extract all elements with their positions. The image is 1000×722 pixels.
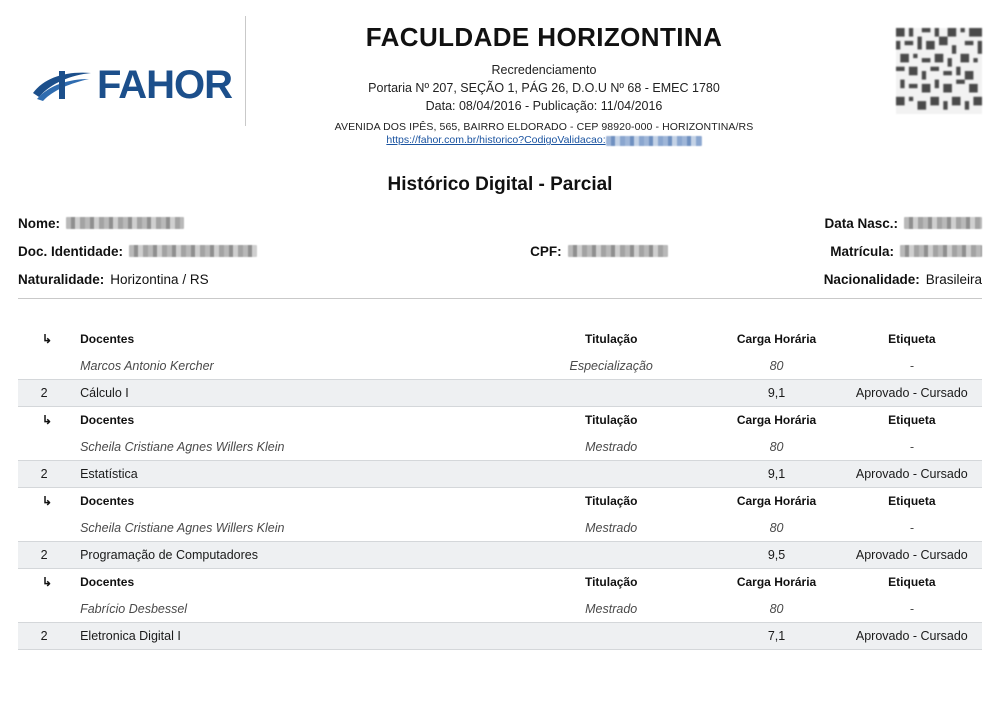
table-row xyxy=(18,541,982,568)
subheader-docentes: Docentes xyxy=(70,325,511,352)
qr-code-icon xyxy=(896,28,982,114)
nome-value-redacted xyxy=(66,217,184,229)
subheader-titulacao: Titulação xyxy=(511,325,711,352)
course-disciplina: Cálculo I xyxy=(70,379,511,406)
course-nota: 9,5 xyxy=(711,541,841,568)
info-row-nome xyxy=(18,214,982,232)
teacher-etiqueta: - xyxy=(842,514,982,541)
course-situacao: Aprovado - Cursado xyxy=(842,379,982,406)
course-semestre: 2 xyxy=(18,460,70,487)
teacher-row xyxy=(18,352,982,379)
subheader-titulacao: Titulação xyxy=(511,568,711,595)
validation-code-redacted xyxy=(606,136,702,146)
nesting-arrow-icon: ↳ xyxy=(18,568,70,595)
nesting-arrow-icon: ↳ xyxy=(18,487,70,514)
teacher-titulacao: Mestrado xyxy=(511,595,711,622)
teacher-titulacao: Especialização xyxy=(511,352,711,379)
subheader-docentes: Docentes xyxy=(70,487,511,514)
subheader-etiqueta: Etiqueta xyxy=(842,568,982,595)
teacher-name: Fabrício Desbessel xyxy=(70,595,511,622)
table-subheader-row xyxy=(18,406,982,433)
institution-address: AVENIDA DOS IPÊS, 565, BAIRRO ELDORADO - CEP 98920-000 - HORIZONTINA/RS xyxy=(334,121,754,134)
subheader-docentes: Docentes xyxy=(70,406,511,433)
publication-date: Data: 08/04/2016 - Publicação: 11/04/2016 xyxy=(425,99,663,114)
subheader-titulacao: Titulação xyxy=(511,487,711,514)
course-nota: 7,1 xyxy=(711,622,841,649)
subheader-carga-horaria: Carga Horária xyxy=(711,406,841,433)
matricula-value-redacted xyxy=(900,245,982,257)
section-divider xyxy=(18,298,982,299)
table-subheader-row xyxy=(18,568,982,595)
history-table xyxy=(18,325,982,650)
teacher-name: Scheila Cristiane Agnes Willers Klein xyxy=(70,514,511,541)
course-semestre: 2 xyxy=(18,541,70,568)
qr-container xyxy=(842,16,982,114)
subheader-titulacao: Titulação xyxy=(511,406,711,433)
naturalidade-value: Horizontina / RS xyxy=(110,271,209,287)
teacher-carga-horaria: 80 xyxy=(711,352,841,379)
course-situacao: Aprovado - Cursado xyxy=(842,541,982,568)
subheader-docentes: Docentes xyxy=(70,568,511,595)
table-subheader-row xyxy=(18,487,982,514)
subheader-carga-horaria: Carga Horária xyxy=(711,568,841,595)
student-info xyxy=(0,214,1000,288)
subheader-etiqueta: Etiqueta xyxy=(842,325,982,352)
page-title: Histórico Digital - Parcial xyxy=(387,174,613,196)
table-row xyxy=(18,379,982,406)
course-semestre: 2 xyxy=(18,379,70,406)
logo-container xyxy=(18,16,246,126)
course-situacao: Aprovado - Cursado xyxy=(842,622,982,649)
teacher-row xyxy=(18,595,982,622)
table-subheader-row xyxy=(18,325,982,352)
course-disciplina: Eletronica Digital I xyxy=(70,622,511,649)
nesting-arrow-icon: ↳ xyxy=(18,406,70,433)
logo-wordmark: FAHOR xyxy=(97,63,232,107)
document-header xyxy=(0,0,1000,152)
teacher-carga-horaria: 80 xyxy=(711,433,841,460)
nacionalidade-label: Nacionalidade: xyxy=(823,271,920,287)
teacher-titulacao: Mestrado xyxy=(511,433,711,460)
teacher-row xyxy=(18,433,982,460)
nesting-arrow-icon: ↳ xyxy=(18,325,70,352)
cpf-value-redacted xyxy=(568,245,668,257)
nome-label: Nome: xyxy=(18,215,61,231)
subheader-carga-horaria: Carga Horária xyxy=(711,325,841,352)
teacher-name: Scheila Cristiane Agnes Willers Klein xyxy=(70,433,511,460)
teacher-etiqueta: - xyxy=(842,352,982,379)
institution-name: FACULDADE HORIZONTINA xyxy=(365,22,723,52)
teacher-carga-horaria: 80 xyxy=(711,514,841,541)
fahor-swoosh-icon xyxy=(31,63,95,107)
doc-identidade-value-redacted xyxy=(129,245,257,257)
matricula-label: Matrícula: xyxy=(830,243,894,259)
teacher-carga-horaria: 80 xyxy=(711,595,841,622)
teacher-titulacao: Mestrado xyxy=(511,514,711,541)
info-row-documento xyxy=(18,242,982,260)
course-nota: 9,1 xyxy=(711,379,841,406)
validation-line xyxy=(256,134,832,146)
portaria-text: Portaria Nº 207, SEÇÃO 1, PÁG 26, D.O.U Nº 68 - EMEC 1780 xyxy=(368,81,720,96)
nacionalidade-value: Brasileira xyxy=(925,271,982,287)
teacher-etiqueta: - xyxy=(842,595,982,622)
recredenciamento-label: Recredenciamento xyxy=(491,63,597,77)
teacher-etiqueta: - xyxy=(842,433,982,460)
naturalidade-label: Naturalidade: xyxy=(18,271,105,287)
header-center xyxy=(246,16,842,146)
history-table-container xyxy=(0,325,1000,650)
teacher-row xyxy=(18,514,982,541)
validation-url[interactable]: https://fahor.com.br/historico?CodigoValidacao: xyxy=(386,134,606,147)
teacher-name: Marcos Antonio Kercher xyxy=(70,352,511,379)
course-situacao: Aprovado - Cursado xyxy=(842,460,982,487)
table-row xyxy=(18,460,982,487)
data-nasc-value-redacted xyxy=(904,217,982,229)
subheader-carga-horaria: Carga Horária xyxy=(711,487,841,514)
course-disciplina: Programação de Computadores xyxy=(70,541,511,568)
course-semestre: 2 xyxy=(18,622,70,649)
data-nasc-label: Data Nasc.: xyxy=(824,215,898,231)
subheader-etiqueta: Etiqueta xyxy=(842,487,982,514)
table-row xyxy=(18,622,982,649)
course-disciplina: Estatística xyxy=(70,460,511,487)
info-row-naturalidade xyxy=(18,270,982,288)
fahor-logo xyxy=(31,63,232,107)
subheader-etiqueta: Etiqueta xyxy=(842,406,982,433)
cpf-label: CPF: xyxy=(530,243,562,259)
course-nota: 9,1 xyxy=(711,460,841,487)
doc-identidade-label: Doc. Identidade: xyxy=(18,243,124,259)
